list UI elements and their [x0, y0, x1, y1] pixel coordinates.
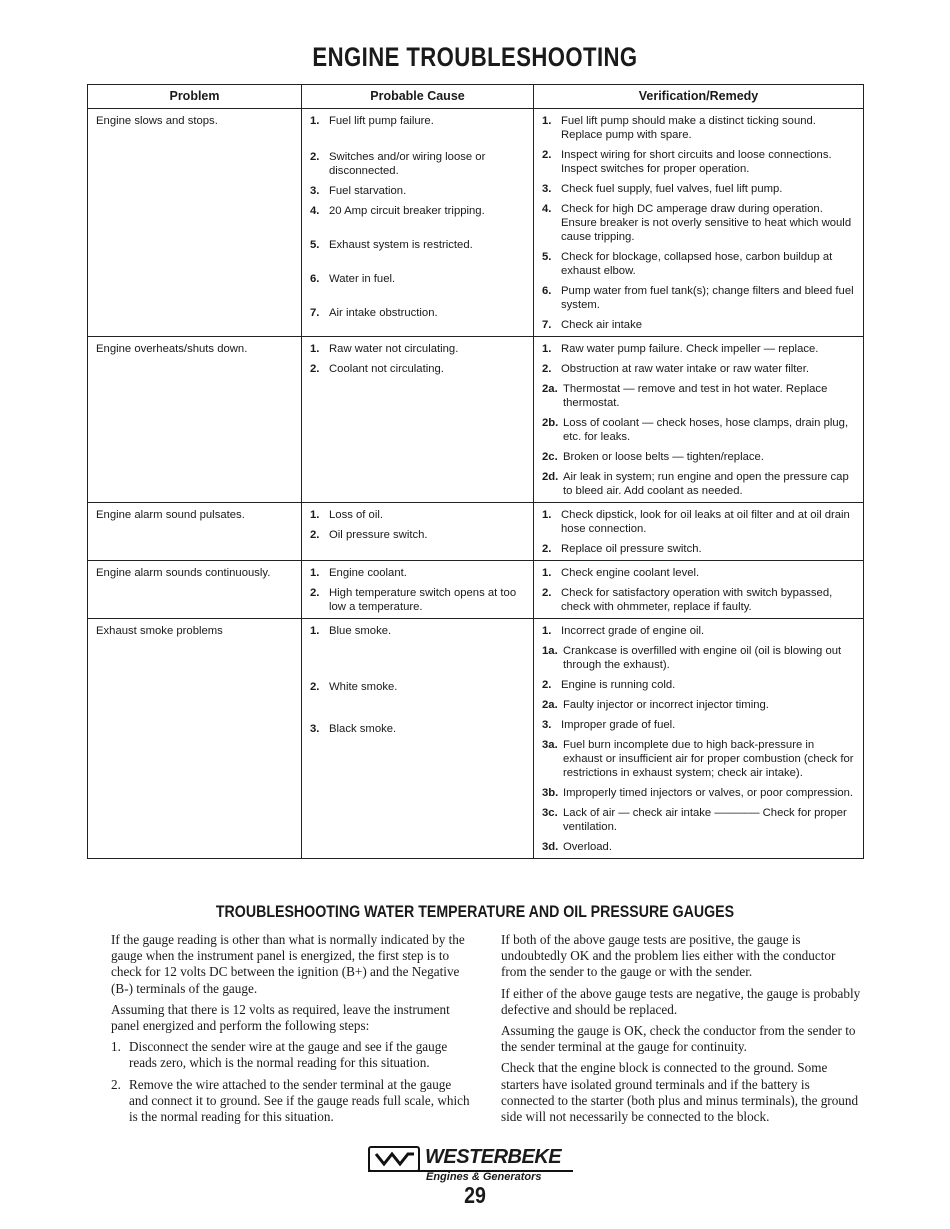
remedy-text: Incorrect grade of engine oil. — [561, 625, 705, 637]
gauges-right-column — [501, 932, 861, 1130]
remedy-text: Crankcase is overfilled with engine oil (oil is blowing out through the exhaust). — [563, 645, 842, 671]
remedy-item — [542, 718, 856, 732]
remedy-item — [542, 318, 856, 332]
remedy-text: Fuel lift pump should make a distinct ticking sound. Replace pump with spare. — [561, 115, 816, 141]
remedy-item — [542, 416, 856, 444]
cause-number: 2. — [310, 587, 320, 599]
gauges-section-title: TROUBLESHOOTING WATER TEMPERATURE AND OIL PRESSURE GAUGES — [215, 903, 735, 921]
gauges-left-column — [111, 932, 471, 1130]
remedy-item — [542, 566, 856, 580]
cause-text: Water in fuel. — [329, 273, 396, 285]
cause-item — [310, 238, 526, 252]
remedy-text: Pump water from fuel tank(s); change filters and bleed fuel system. — [561, 285, 854, 311]
cause-text: 20 Amp circuit breaker tripping. — [329, 205, 485, 217]
remedy-item — [542, 284, 856, 312]
remedy-item — [542, 114, 856, 142]
cause-text: Black smoke. — [329, 723, 397, 735]
cause-number: 3. — [310, 723, 320, 735]
remedy-number: 2d. — [542, 471, 559, 483]
cause-item — [310, 150, 526, 178]
page-number: 29 — [464, 1182, 486, 1208]
table-row — [88, 561, 864, 619]
step-number: 1. — [111, 1039, 121, 1055]
header-problem: Problem — [88, 85, 302, 109]
remedy-cell — [534, 109, 864, 337]
problem-cell: Exhaust smoke problems — [88, 619, 302, 859]
cause-number: 1. — [310, 509, 320, 521]
remedy-cell — [534, 561, 864, 619]
cause-number: 2. — [310, 151, 320, 163]
remedy-number: 6. — [542, 285, 552, 297]
cause-number: 1. — [310, 343, 320, 355]
cause-item — [310, 114, 526, 128]
table-body — [88, 109, 864, 859]
remedy-number: 2a. — [542, 383, 558, 395]
remedy-number: 2. — [542, 363, 552, 375]
remedy-text: Lack of air — check air intake ———— Check for proper ventilation. — [563, 807, 847, 833]
cause-number: 3. — [310, 185, 320, 197]
remedy-item — [542, 806, 856, 834]
cause-cell — [302, 503, 534, 561]
remedy-text: Air leak in system; run engine and open the pressure cap to bleed air. Add coolant as needed. — [563, 471, 849, 497]
remedy-text: Check fuel supply, fuel valves, fuel lift pump. — [561, 183, 783, 195]
table-row — [88, 503, 864, 561]
cause-item — [310, 528, 526, 542]
cause-cell — [302, 619, 534, 859]
remedy-item — [542, 644, 856, 672]
gauges-result-paragraph: If both of the above gauge tests are positive, the gauge is undoubtedly OK and the problem lies either with the conductor from the sender to the gauge or with the sender. — [501, 932, 836, 980]
gauges-assumption-paragraph: Assuming that there is 12 volts as required, leave the instrument panel energized and perform the following steps: — [111, 1001, 450, 1034]
gauges-result-paragraph: Assuming the gauge is OK, check the conductor from the sender to the sender terminal at the gauge for continuity. — [501, 1023, 856, 1055]
troubleshooting-table — [87, 84, 864, 859]
remedy-item — [542, 450, 856, 464]
remedy-number: 3d. — [542, 841, 559, 853]
cause-text: Fuel starvation. — [329, 185, 407, 197]
westerbeke-emblem-icon — [368, 1146, 420, 1172]
remedy-text: Loss of coolant — check hoses, hose clamps, drain plug, etc. for leaks. — [563, 417, 849, 443]
remedy-text: Inspect wiring for short circuits and loose connections. Inspect switches for proper operation. — [561, 149, 832, 175]
remedy-text: Engine is running cold. — [561, 679, 676, 691]
remedy-item — [542, 698, 856, 712]
westerbeke-logo — [368, 1146, 583, 1184]
cause-item — [310, 272, 526, 286]
table-row — [88, 109, 864, 337]
cause-item — [310, 722, 526, 736]
remedy-text: Fuel burn incomplete due to high back-pressure in exhaust or insufficient air for proper combustion (check for restrictions in exhaust system; check air intake). — [563, 739, 854, 779]
remedy-item — [542, 738, 856, 780]
cause-number: 2. — [310, 529, 320, 541]
cause-text: Loss of oil. — [329, 509, 384, 521]
remedy-text: Improperly timed injectors or valves, or poor compression. — [563, 787, 854, 799]
gauge-step — [111, 1039, 471, 1071]
remedy-number: 1. — [542, 343, 552, 355]
remedy-item — [542, 840, 856, 854]
cause-cell — [302, 109, 534, 337]
remedy-text: Check dipstick, look for oil leaks at oil filter and at oil drain hose connection. — [561, 509, 850, 535]
remedy-text: Check for high DC amperage draw during operation. Ensure breaker is not overly sensitive to heat which would cause tripping. — [561, 203, 852, 243]
remedy-text: Check air intake — [561, 319, 642, 331]
cause-text: Oil pressure switch. — [329, 529, 428, 541]
gauges-result-paragraph: If either of the above gauge tests are negative, the gauge is probably defective and should be replaced. — [501, 985, 861, 1017]
gauges-intro-paragraph: If the gauge reading is other than what is normally indicated by the gauge when the instrument panel is energized, the first step is to check for 12 volts DC between the ignition (B+) and the Negative (B-) terminals of the gauge. — [111, 932, 465, 996]
cause-item — [310, 624, 526, 638]
remedy-number: 5. — [542, 251, 552, 263]
cause-item — [310, 306, 526, 320]
remedy-item — [542, 508, 856, 536]
remedy-number: 1. — [542, 625, 552, 637]
remedy-cell — [534, 503, 864, 561]
cause-item — [310, 342, 526, 356]
cause-text: High temperature switch opens at too low a temperature. — [329, 587, 517, 613]
cause-text: Switches and/or wiring loose or disconnected. — [329, 151, 486, 177]
cause-number: 1. — [310, 567, 320, 579]
remedy-number: 4. — [542, 203, 552, 215]
remedy-text: Replace oil pressure switch. — [561, 543, 702, 555]
remedy-item — [542, 182, 856, 196]
remedy-number: 2. — [542, 587, 552, 599]
cause-number: 1. — [310, 115, 320, 127]
cause-cell — [302, 337, 534, 503]
remedy-number: 2c. — [542, 451, 558, 463]
remedy-item — [542, 362, 856, 376]
problem-cell: Engine alarm sound pulsates. — [88, 503, 302, 561]
remedy-number: 2. — [542, 149, 552, 161]
remedy-item — [542, 678, 856, 692]
cause-number: 5. — [310, 239, 320, 251]
remedy-item — [542, 542, 856, 556]
table-row — [88, 619, 864, 859]
cause-text: Raw water not circulating. — [329, 343, 459, 355]
remedy-number: 3c. — [542, 807, 558, 819]
cause-number: 6. — [310, 273, 320, 285]
remedy-number: 1a. — [542, 645, 558, 657]
cause-number: 4. — [310, 205, 320, 217]
remedy-number: 2b. — [542, 417, 559, 429]
remedy-item — [542, 470, 856, 498]
problem-cell: Engine overheats/shuts down. — [88, 337, 302, 503]
page-title: ENGINE TROUBLESHOOTING — [312, 42, 638, 72]
remedy-text: Check engine coolant level. — [561, 567, 700, 579]
header-probable-cause: Probable Cause — [302, 85, 534, 109]
remedy-number: 1. — [542, 567, 552, 579]
cause-text: Coolant not circulating. — [329, 363, 444, 375]
remedy-item — [542, 250, 856, 278]
remedy-number: 3. — [542, 183, 552, 195]
remedy-item — [542, 382, 856, 410]
cause-item — [310, 204, 526, 218]
header-verification-remedy: Verification/Remedy — [534, 85, 864, 109]
remedy-text: Overload. — [563, 841, 612, 853]
remedy-item — [542, 586, 856, 614]
cause-text: White smoke. — [329, 681, 398, 693]
problem-cell: Engine alarm sounds continuously. — [88, 561, 302, 619]
remedy-cell — [534, 619, 864, 859]
cause-cell — [302, 561, 534, 619]
cause-item — [310, 184, 526, 198]
remedy-text: Faulty injector or incorrect injector timing. — [563, 699, 769, 711]
remedy-text: Check for satisfactory operation with switch bypassed, check with ohmmeter, replace if faulty. — [561, 587, 833, 613]
cause-text: Blue smoke. — [329, 625, 392, 637]
remedy-number: 3b. — [542, 787, 559, 799]
cause-text: Air intake obstruction. — [329, 307, 438, 319]
remedy-item — [542, 202, 856, 244]
table-header-row — [88, 85, 864, 109]
brand-tagline: Engines & Generators — [426, 1171, 542, 1183]
cause-item — [310, 586, 526, 614]
cause-item — [310, 566, 526, 580]
cause-number: 1. — [310, 625, 320, 637]
remedy-text: Broken or loose belts — tighten/replace. — [563, 451, 764, 463]
cause-item — [310, 362, 526, 376]
remedy-text: Improper grade of fuel. — [561, 719, 676, 731]
remedy-number: 7. — [542, 319, 552, 331]
remedy-number: 3a. — [542, 739, 558, 751]
remedy-number: 2. — [542, 543, 552, 555]
remedy-text: Check for blockage, collapsed hose, carbon buildup at exhaust elbow. — [561, 251, 833, 277]
remedy-number: 3. — [542, 719, 552, 731]
remedy-item — [542, 148, 856, 176]
remedy-number: 2. — [542, 679, 552, 691]
brand-name: WESTERBEKE — [425, 1146, 562, 1168]
remedy-item — [542, 624, 856, 638]
remedy-number: 1. — [542, 509, 552, 521]
remedy-text: Thermostat — remove and test in hot water. Replace thermostat. — [563, 383, 828, 409]
step-text: Remove the wire attached to the sender terminal at the gauge and connect it to ground. See if the gauge reads full scale, which is the normal reading for this situation. — [129, 1076, 470, 1125]
cause-item — [310, 680, 526, 694]
cause-text: Fuel lift pump failure. — [329, 115, 434, 127]
step-text: Disconnect the sender wire at the gauge and see if the gauge reads zero, which is the normal reading for this situation. — [129, 1039, 448, 1071]
cause-item — [310, 508, 526, 522]
table-row — [88, 337, 864, 503]
cause-number: 7. — [310, 307, 320, 319]
problem-cell: Engine slows and stops. — [88, 109, 302, 337]
gauge-step — [111, 1077, 471, 1126]
remedy-number: 1. — [542, 115, 552, 127]
cause-number: 2. — [310, 363, 320, 375]
remedy-cell — [534, 337, 864, 503]
cause-number: 2. — [310, 681, 320, 693]
remedy-item — [542, 786, 856, 800]
remedy-text: Raw water pump failure. Check impeller — replace. — [561, 343, 819, 355]
remedy-item — [542, 342, 856, 356]
cause-text: Engine coolant. — [329, 567, 407, 579]
step-number: 2. — [111, 1076, 121, 1092]
remedy-number: 2a. — [542, 699, 558, 711]
remedy-text: Obstruction at raw water intake or raw water filter. — [561, 363, 809, 375]
cause-text: Exhaust system is restricted. — [329, 239, 473, 251]
gauges-result-paragraph: Check that the engine block is connected to the ground. Some starters have isolated ground terminals and if the battery is connected to the starter (both plus and minus terminals), the ground side will not necessarily be connected to the block. — [501, 1060, 859, 1125]
